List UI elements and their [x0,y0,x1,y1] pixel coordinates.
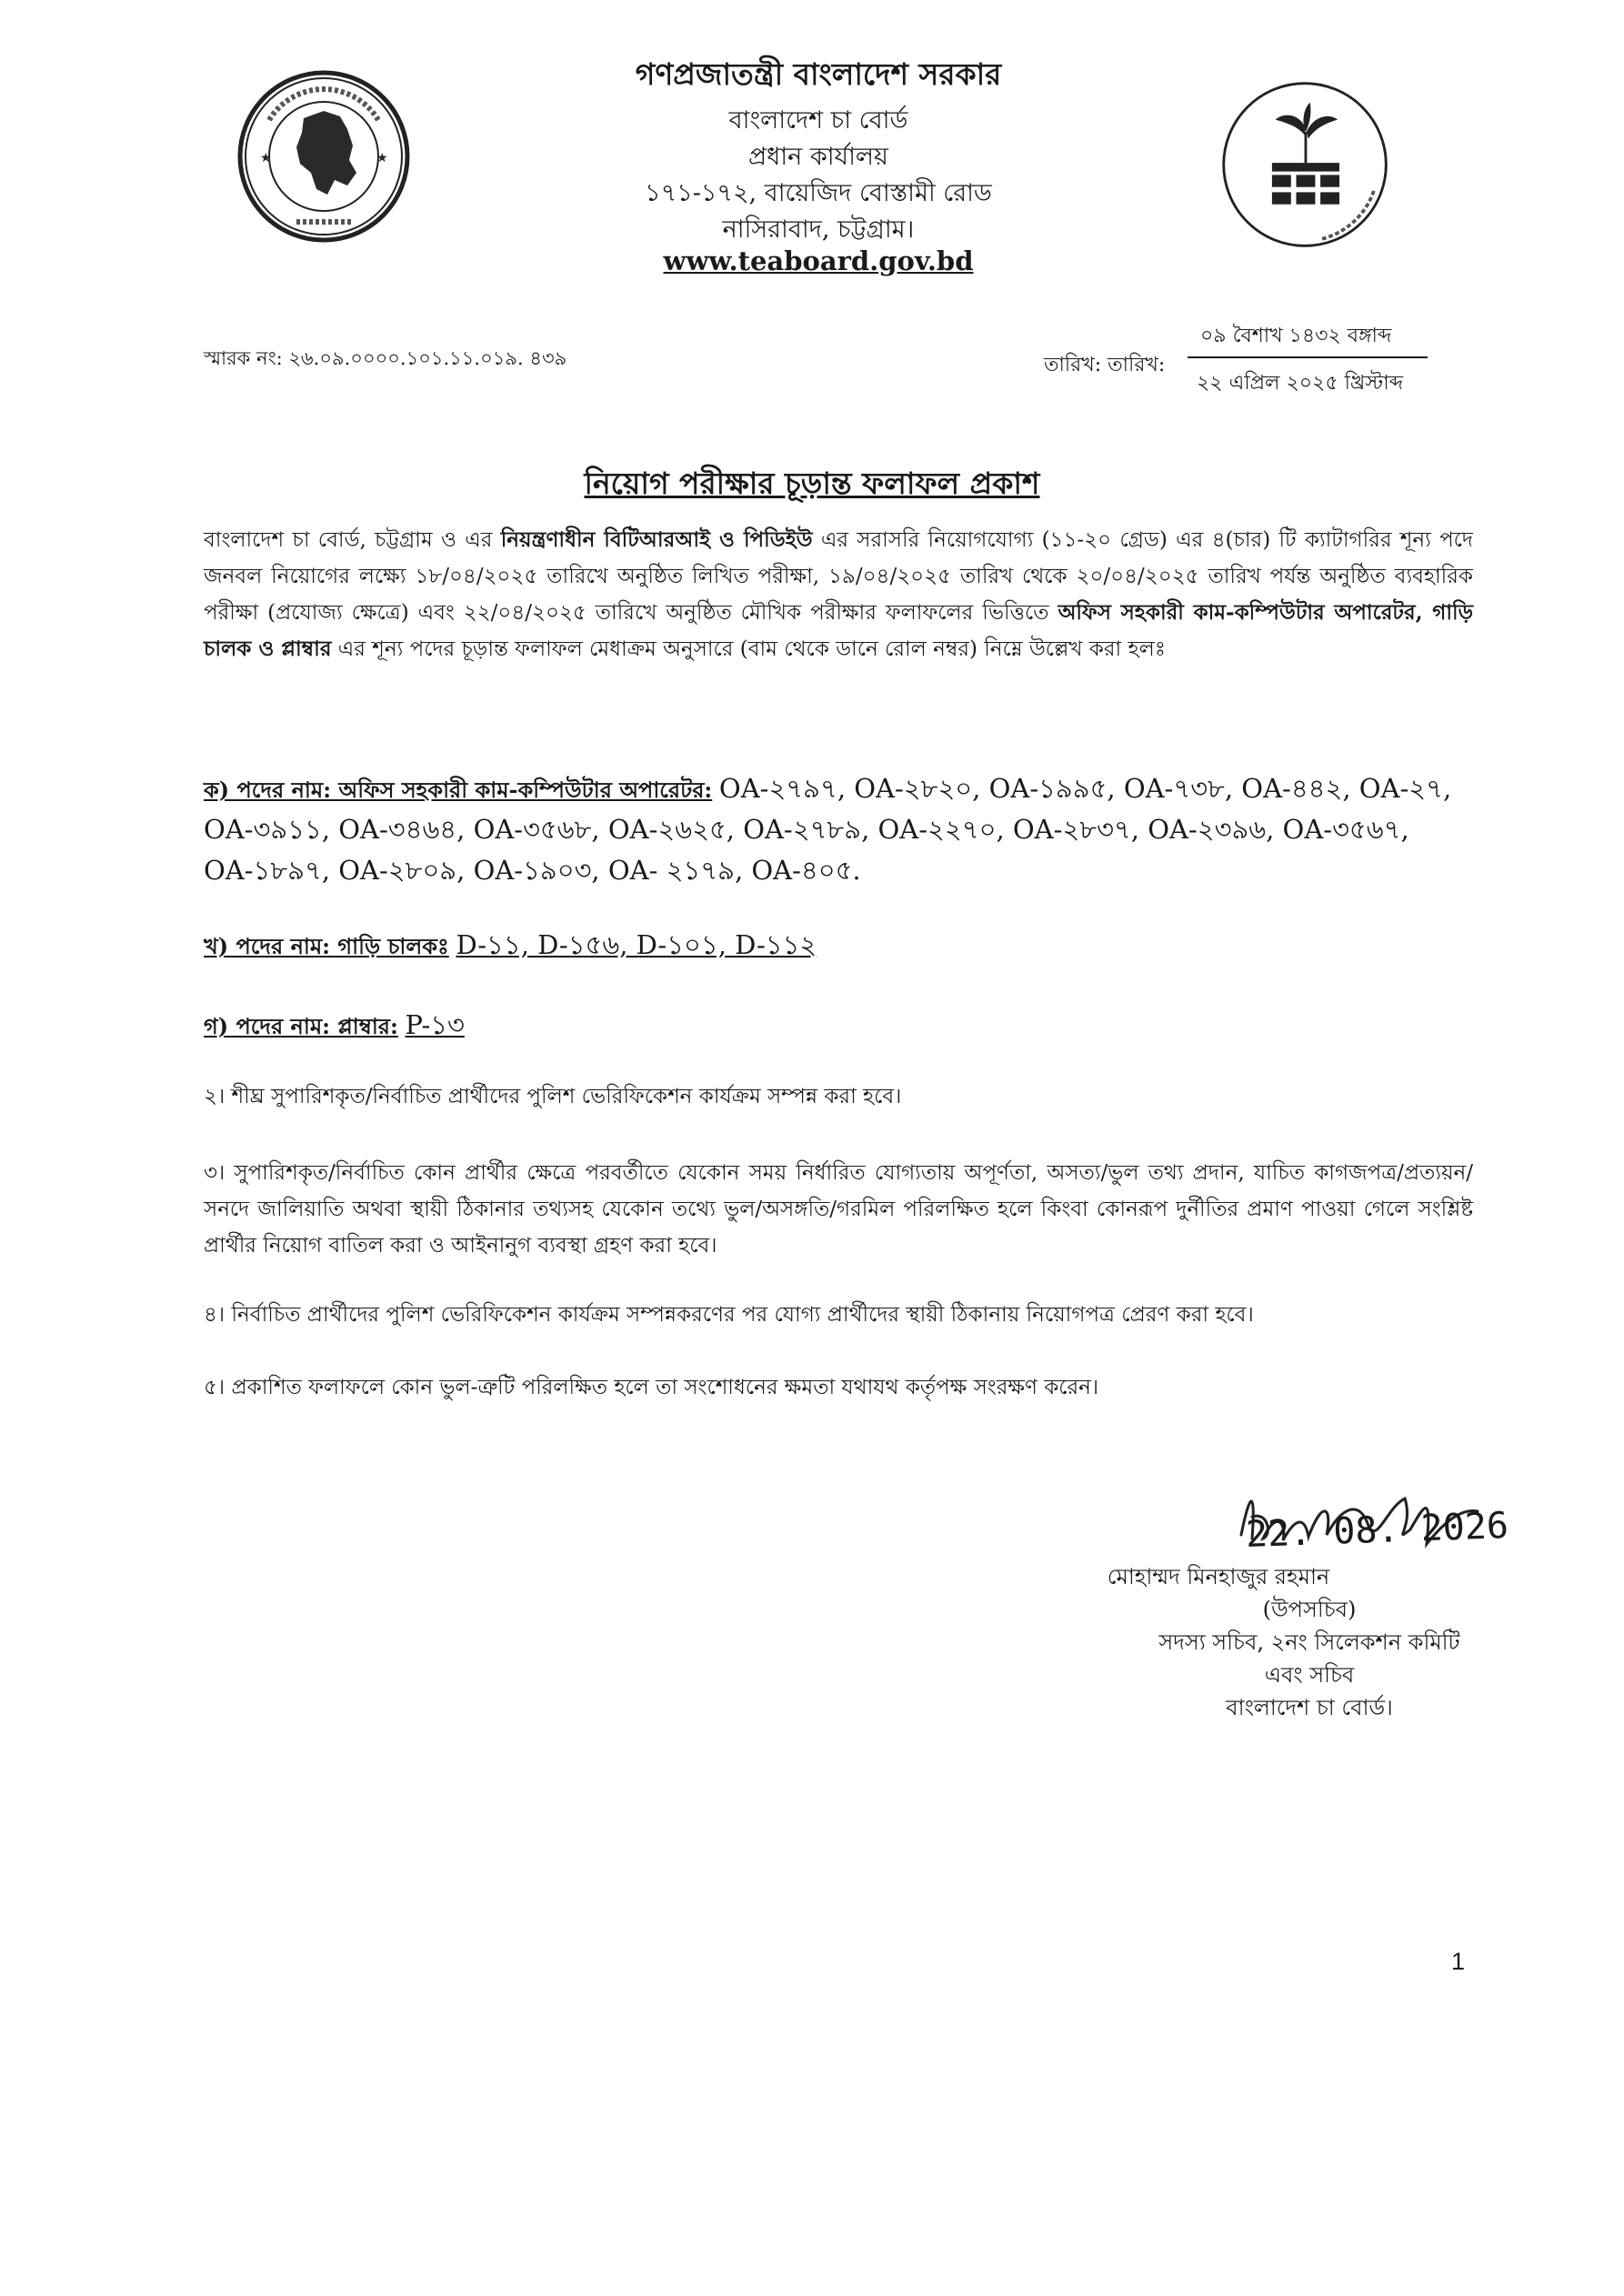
date-divider [1188,356,1428,358]
note-3: ৩। সুপারিশকৃত/নির্বাচিত কোন প্রার্থীর ক্ষেত্রে পরবর্তীতে যেকোন সময় নির্ধারিত যোগ্যতায় অপূর্ণতা, অসত্য/ভুল তথ্য প্রদান, যাচিত কাগজপত্র/প্রত্যয়ন/সনদে জালিয়াতি অথবা স্থায়ী ঠিকানার তথ্যসহ যেকোন তথ্যে ভুল/অসঙ্গতি/গরমিল পরিলক্ষিত হলে কিংবা কোনরূপ দুর্নীতির প্রমাণ পাওয়া গেলে সংশ্লিষ্ট প্রার্থীর নিয়োগ বাতিল করা ও আইনানুগ ব্যবস্থা গ্রহণ করা হবে। [204,1161,1473,1258]
government-seal-icon [233,65,415,247]
date-label: তারিখ: তারিখ: [1044,354,1166,376]
signatory-designation: (উপসচিব) [1262,1597,1357,1622]
note-2: ২। শীঘ্র সুপারিশকৃত/নির্বাচিত প্রার্থীদের পুলিশ ভেরিফিকেশন কার্যক্রম সম্পন্ন করা হবে। [204,1085,902,1108]
result-office-assistant [204,769,1477,892]
intro-bold-2: অফিস সহকারী কাম-কম্পিউটার অপারেটর, গাড়ি চালক ও প্লাম্বার [204,600,1473,661]
address-line: ১৭১-১৭২, বায়েজিদ বোস্তামী রোড [645,179,992,207]
intro-text-3: এর শূন্য পদের চূড়ান্ত ফলাফল মেধাক্রম অনুসারে (বাম থেকে ডানে রোল নম্বর) নিম্নে উল্লেখ করা হলঃ [331,637,1167,661]
signatory-and: এবং সচিব [1264,1662,1355,1688]
note-5: ৫। প্রকাশিত ফলাফলে কোন ভুল-ত্রুটি পরিলক্ষিত হলে তা সংশোধনের ক্ষমতা যথাযথ কর্তৃপক্ষ সংরক্ষণ করেন। [204,1376,1099,1399]
organization-name: বাংলাদেশ চা বোর্ড [728,106,908,135]
svg-text:★: ★ [260,151,272,165]
website-link[interactable]: www.teaboard.gov.bd [663,246,974,276]
signatory-organization: বাংলাদেশ চা বোর্ড। [1226,1695,1393,1720]
office-name: প্রধান কার্যালয় [748,143,888,171]
memo-number: স্মারক নং: ২৬.০৯.০০০০.১০১.১১.০১৯. ৪৩৯ [204,347,567,369]
svg-text:★: ★ [376,151,388,165]
intro-paragraph [204,522,1473,667]
signature-date: 22. 08. 2026 [1245,1504,1509,1557]
result-driver [204,926,1477,967]
government-heading: গণপ্রজাতন্ত্রী বাংলাদেশ সরকার [635,56,1002,92]
intro-text-2: এর সরাসরি নিয়োগযোগ্য (১১-২০ গ্রেড) এর ৪(চার) টি ক্যাটাগরির শূন্য পদে জনবল নিয়োগের লক্ষ্যে ১৮/০৪/২০২৫ তারিখে অনুষ্ঠিত লিখিত পরীক্ষা, ১৯/০৪/২০২৫ তারিখ থেকে ২০/০৪/২০২৫ তারিখ পর্যন্ত অনুষ্ঠিত ব্যবহারিক পরীক্ষা (প্রযোজ্য ক্ষেত্রে) এবং ২২/০৪/২০২৫ তারিখে অনুষ্ঠিত মৌখিক পরীক্ষার ফলাফলের ভিত্তিতে [204,528,1474,625]
tea-board-logo-icon [1218,78,1391,251]
result-label: গ) পদের নাম: প্লাম্বার: [204,1013,398,1039]
intro-bold-1: নিয়ন্ত্রণাধীন বিটিআরআই ও পিডিইউ [500,527,813,552]
result-label: খ) পদের নাম: গাড়ি চালকঃ [204,933,449,959]
notice-title: নিয়োগ পরীক্ষার চূড়ান্ত ফলাফল প্রকাশ [584,466,1040,501]
date-bangla: ০৯ বৈশাখ ১৪৩২ বঙ্গাব্দ [1200,325,1392,347]
date-english: ২২ এপ্রিল ২০২৫ খ্রিস্টাব্দ [1197,372,1404,395]
result-roll-numbers: D-১১, D-১৫৬, D-১০১, D-১১২ [456,929,817,960]
result-roll-numbers: P-১৩ [405,1009,465,1040]
signatory-name: মোহাম্মদ মিনহাজুর রহমান [1107,1564,1330,1589]
page-number: 1 [1451,1948,1466,1975]
note-4: ৪। নির্বাচিত প্রার্থীদের পুলিশ ভেরিফিকেশন কার্যক্রম সম্পন্নকরণের পর যোগ্য প্রার্থীদের স্থায়ী ঠিকানায় নিয়োগপত্র প্রেরণ করা হবে। [204,1303,1254,1327]
signatory-committee: সদস্য সচিব, ২নং সিলেকশন কমিটি [1158,1629,1460,1655]
city-line: নাসিরাবাদ, চট্টগ্রাম। [722,216,915,244]
intro-text-1: বাংলাদেশ চা বোর্ড, চট্টগ্রাম ও এর [204,528,501,552]
result-roll-numbers: OA-২৭৯৭, OA-২৮২০, OA-১৯৯৫, OA-৭৩৮, OA-৪৪২, OA-২৭, OA-৩৯১১, OA-৩৪৬৪, OA-৩৫৬৮, OA-২৬২৫, OA-২৭৮৯, OA-২২৭০, OA-২৮৩৭, OA-২৩৯৬, OA-৩৫৬৭, OA-১৮৯৭, OA-২৮০৯, OA-১৯০৩, OA- ২১৭৯, OA-৪০৫. [204,773,1452,886]
result-label: ক) পদের নাম: অফিস সহকারী কাম-কম্পিউটার অপারেটর: [204,777,713,803]
result-plumber [204,1006,1477,1047]
